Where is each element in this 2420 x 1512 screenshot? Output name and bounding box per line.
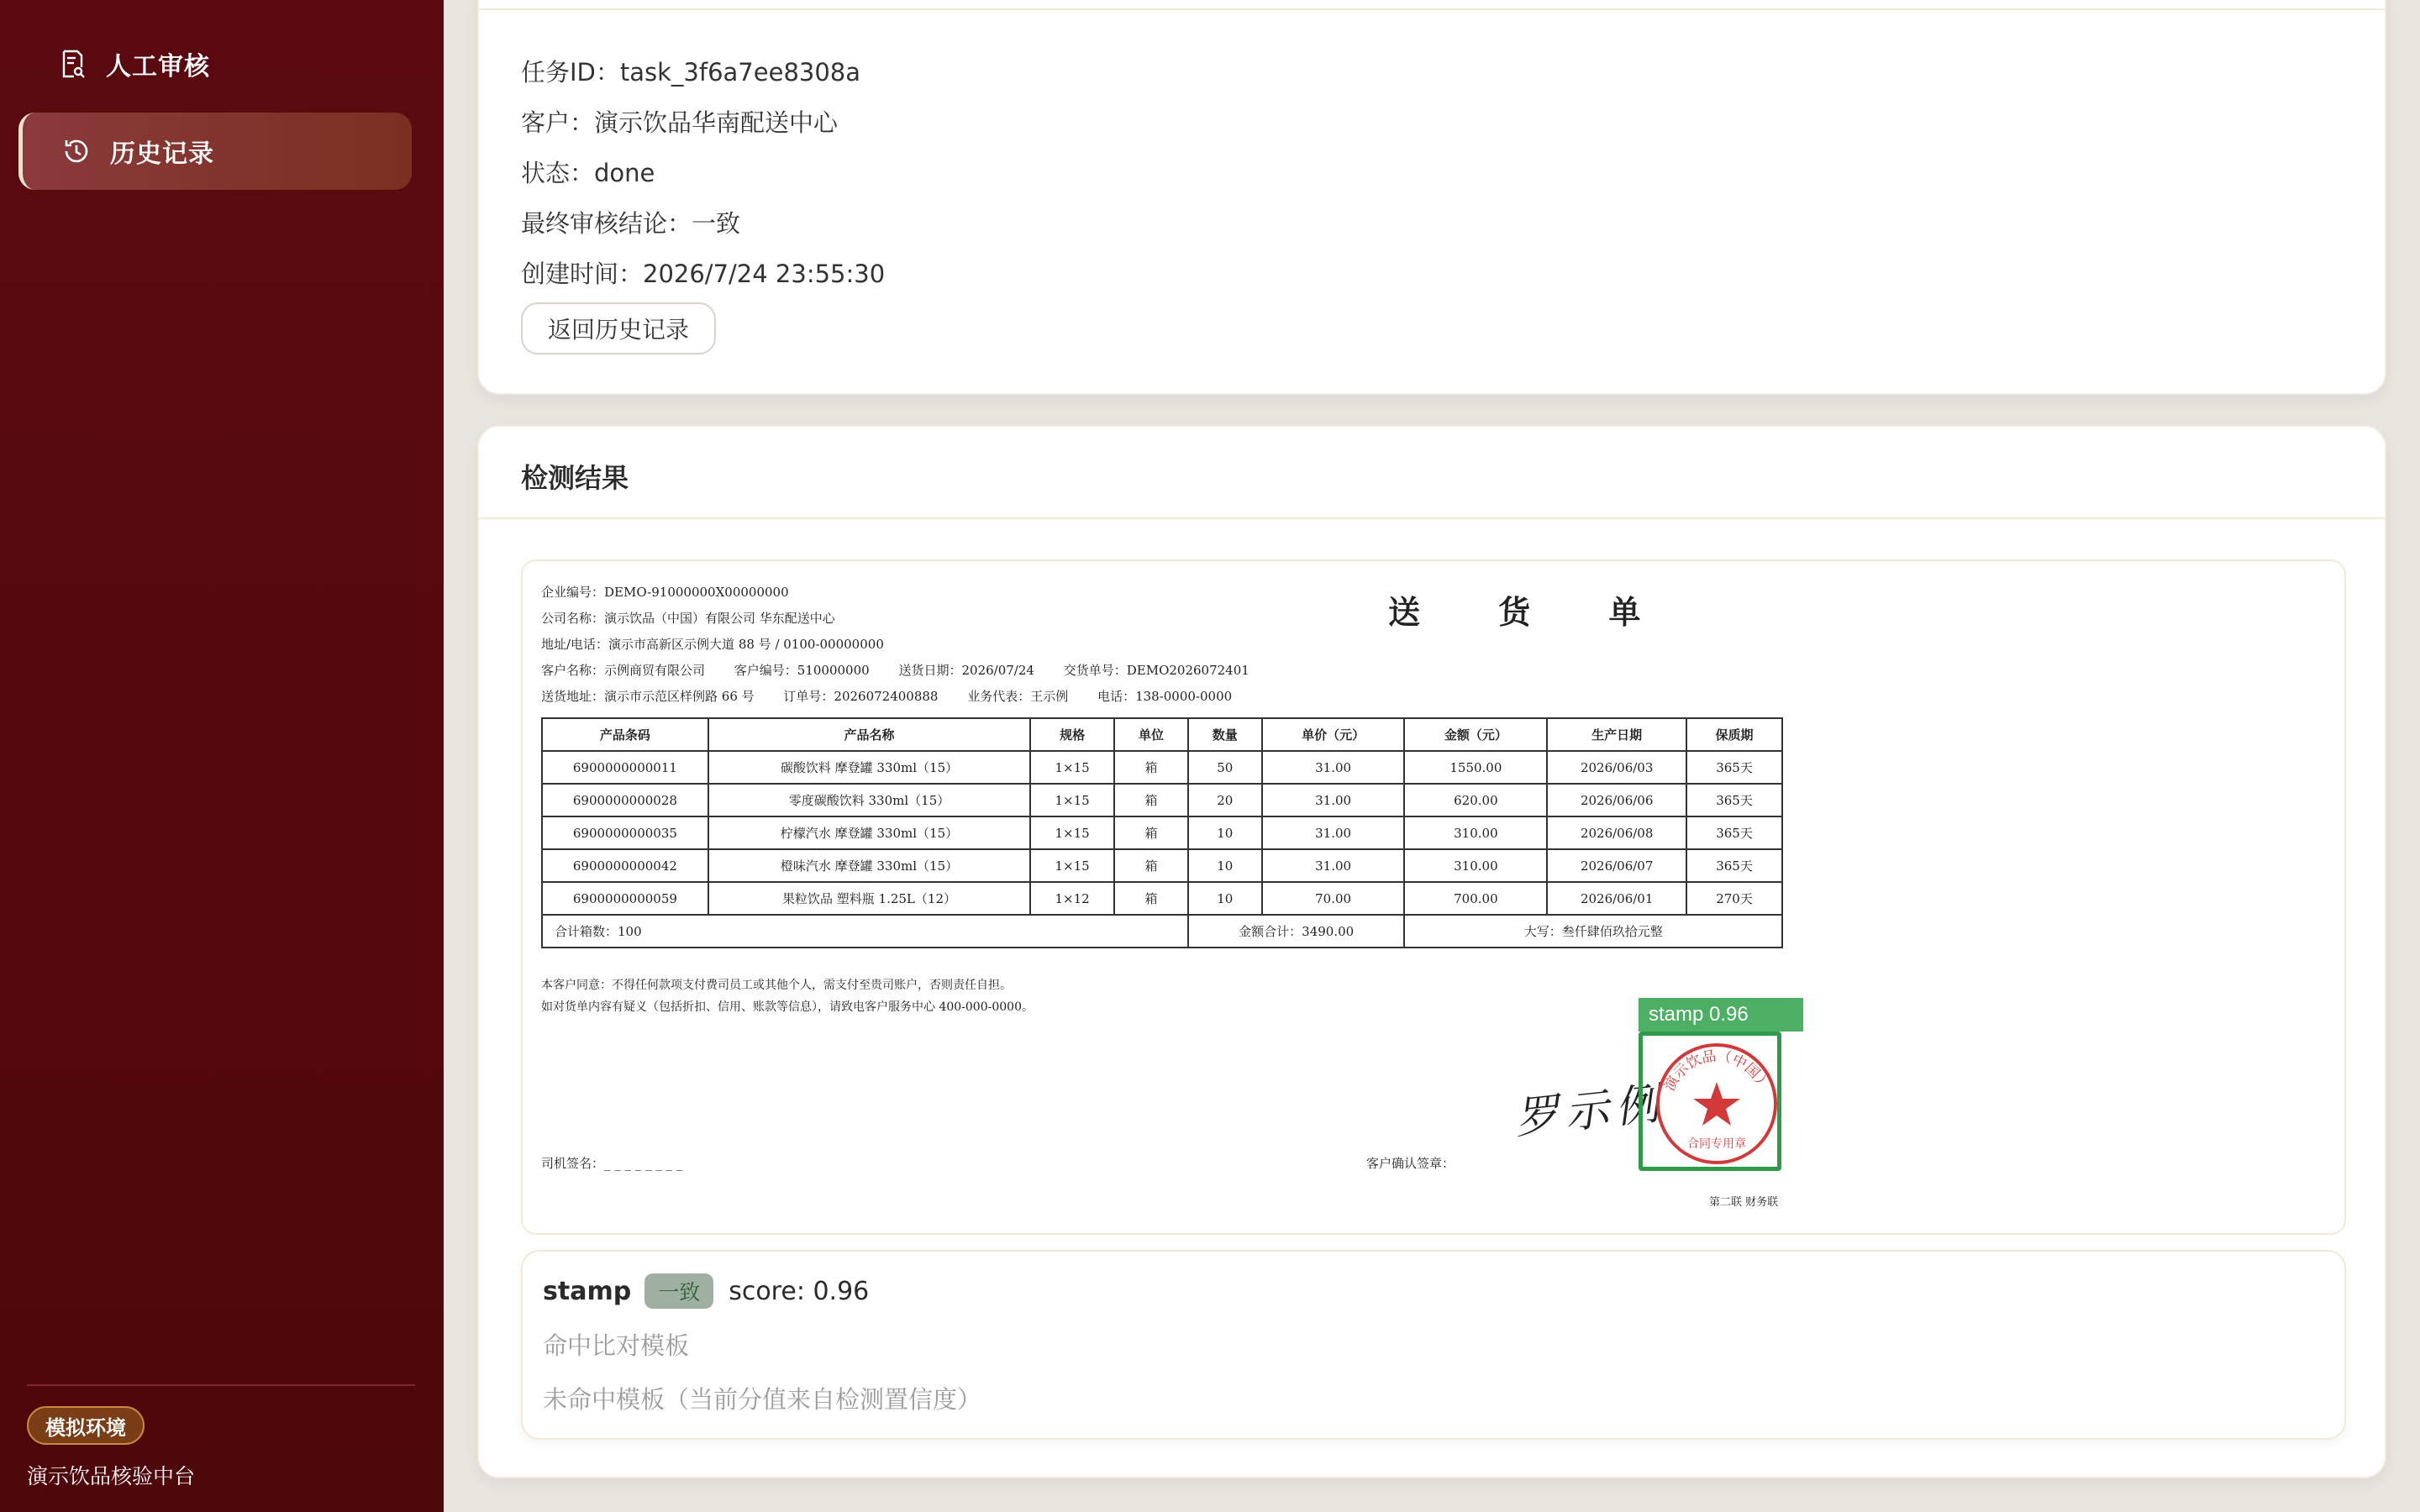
table-cell: 箱: [1114, 816, 1188, 849]
doc-rep: 业务代表：王示例: [967, 689, 1069, 704]
doc-customer-no: 客户编号：510000000: [734, 663, 870, 678]
column-header: 产品条码: [542, 718, 708, 751]
card-divider: [479, 517, 2385, 519]
table-cell: 箱: [1114, 751, 1188, 784]
table-cell: 20: [1188, 784, 1262, 816]
table-cell: 2026/06/03: [1547, 751, 1686, 784]
table-row: [542, 784, 1782, 816]
total-boxes: 合计箱数：100: [542, 915, 1188, 948]
sidebar-item-history[interactable]: [18, 113, 412, 190]
svg-text:演示饮品（中国）: 演示饮品（中国）: [1661, 1047, 1772, 1095]
table-cell: 6900000000035: [542, 816, 708, 849]
table-cell: 1×15: [1030, 784, 1114, 816]
column-header: 规格: [1030, 718, 1114, 751]
sidebar-item-manual-review[interactable]: [18, 25, 412, 102]
task-customer: 客户：演示饮品华南配送中心: [521, 108, 839, 137]
table-cell: 果粒饮品 塑料瓶 1.25L（12）: [708, 882, 1030, 915]
match-status-badge: 一致: [644, 1273, 713, 1309]
detection-bounding-box: [1639, 1032, 1781, 1171]
table-cell: 270天: [1686, 882, 1782, 915]
sidebar-item-label: 历史记录: [110, 139, 214, 169]
template-match-text: 命中比对模板: [543, 1331, 690, 1360]
doc-delivery-date: 送货日期：2026/07/24: [898, 663, 1034, 678]
table-cell: 1550.00: [1404, 751, 1547, 784]
table-cell: 碳酸饮料 摩登罐 330ml（15）: [708, 751, 1030, 784]
goods-table: [541, 717, 1783, 948]
delivery-note: [523, 561, 2346, 1235]
detection-label: stamp 0.96: [1639, 998, 1803, 1032]
doc-title: 送 货 单: [1388, 593, 1675, 631]
column-header: 单价（元）: [1262, 718, 1405, 751]
table-cell: 365天: [1686, 751, 1782, 784]
table-cell: 6900000000042: [542, 849, 708, 882]
customer-signature-label: 客户确认签章：: [1366, 1156, 1455, 1171]
doc-company-name: 公司名称：演示饮品（中国）有限公司 华东配送中心: [541, 611, 835, 626]
table-cell: 620.00: [1404, 784, 1547, 816]
table-cell: 310.00: [1404, 816, 1547, 849]
task-conclusion: 最终审核结论：一致: [521, 209, 741, 238]
doc-customer-line: [541, 661, 1275, 679]
table-cell: 2026/06/01: [1547, 882, 1686, 915]
table-cell: 2026/06/07: [1547, 849, 1686, 882]
doc-ship-address: 送货地址：演示市示范区样例路 66 号: [541, 689, 755, 704]
table-cell: 箱: [1114, 849, 1188, 882]
table-cell: 2026/06/06: [1547, 784, 1686, 816]
doc-note-2: 如对货单内容有疑义（包括折扣、信用、账款等信息），请致电客户服务中心 400-000-0000。: [541, 1000, 1034, 1014]
table-cell: 365天: [1686, 849, 1782, 882]
table-cell: 31.00: [1262, 751, 1405, 784]
table-cell: 橙味汽水 摩登罐 330ml（15）: [708, 849, 1030, 882]
table-cell: 2026/06/08: [1547, 816, 1686, 849]
table-cell: 31.00: [1262, 816, 1405, 849]
sidebar-divider: [27, 1384, 415, 1386]
column-header: 生产日期: [1547, 718, 1686, 751]
doc-delivery-no: 交货单号：DEMO2026072401: [1063, 663, 1249, 678]
sidebar: [0, 0, 444, 1512]
table-cell: 1×15: [1030, 816, 1114, 849]
total-upper: 大写：叁仟肆佰玖拾元整: [1404, 915, 1782, 948]
table-row: [542, 751, 1782, 784]
template-miss-text: 未命中模板（当前分值来自检测置信度）: [543, 1385, 982, 1414]
detection-result-card: [477, 425, 2386, 1478]
svg-text:合同专用章: 合同专用章: [1687, 1137, 1746, 1151]
column-header: 保质期: [1686, 718, 1782, 751]
task-id: 任务ID：task_3f6a7ee8308a: [521, 58, 861, 87]
table-cell: 31.00: [1262, 784, 1405, 816]
table-cell: 10: [1188, 816, 1262, 849]
table-cell: 柠檬汽水 摩登罐 330ml（15）: [708, 816, 1030, 849]
column-header: 金额（元）: [1404, 718, 1547, 751]
platform-name: 演示饮品核验中台: [27, 1464, 196, 1488]
total-amount: 金额合计：3490.00: [1188, 915, 1405, 948]
driver-signature: 司机签名：_ _ _ _ _ _ _ _: [541, 1156, 683, 1171]
doc-phone: 电话：138-0000-0000: [1097, 689, 1233, 704]
doc-order-no: 订单号：2026072400888: [783, 689, 939, 704]
table-cell: 箱: [1114, 882, 1188, 915]
review-doc-icon: [55, 47, 89, 81]
column-header: 产品名称: [708, 718, 1030, 751]
table-cell: 1×15: [1030, 849, 1114, 882]
table-cell: 50: [1188, 751, 1262, 784]
history-clock-icon: [60, 134, 93, 168]
table-cell: 1×12: [1030, 882, 1114, 915]
column-header: 数量: [1188, 718, 1262, 751]
table-cell: 10: [1188, 849, 1262, 882]
table-header-row: [542, 718, 1782, 751]
handwritten-signature: 罗示例: [1512, 1078, 1669, 1145]
card-divider: [479, 8, 2385, 10]
doc-address: 地址/电话：演示市高新区示例大道 88 号 / 0100-00000000: [541, 637, 884, 652]
doc-customer-name: 客户名称：示例商贸有限公司: [541, 663, 706, 678]
detection-item-header: [543, 1273, 869, 1309]
table-cell: 1×15: [1030, 751, 1114, 784]
task-info-card: [477, 0, 2386, 395]
table-cell: 零度碳酸饮料 330ml（15）: [708, 784, 1030, 816]
env-badge: 模拟环境: [27, 1406, 145, 1445]
doc-company-no: 企业编号：DEMO-91000000X00000000: [541, 585, 789, 600]
table-cell: 6900000000059: [542, 882, 708, 915]
detection-item[interactable]: [521, 1250, 2346, 1440]
table-row: [542, 849, 1782, 882]
copy-note: 第二联 财务联: [1709, 1196, 1779, 1209]
table-cell: 310.00: [1404, 849, 1547, 882]
column-header: 单位: [1114, 718, 1188, 751]
table-cell: 6900000000028: [542, 784, 708, 816]
table-cell: 31.00: [1262, 849, 1405, 882]
table-cell: 700.00: [1404, 882, 1547, 915]
doc-note-1: 本客户同意：不得任何款项支付费司员工或其他个人，需支付至贵司账户，否则责任自担。: [541, 979, 1012, 992]
table-total-row: [542, 915, 1782, 948]
detection-score: score: 0.96: [729, 1276, 870, 1306]
table-cell: 365天: [1686, 816, 1782, 849]
table-cell: 365天: [1686, 784, 1782, 816]
doc-ship-line: [541, 687, 1257, 705]
task-status: 状态：done: [521, 159, 655, 187]
sidebar-item-label: 人工审核: [106, 52, 210, 81]
document-preview: [521, 559, 2346, 1235]
detection-class-name: stamp: [543, 1276, 632, 1306]
back-to-history-button[interactable]: 返回历史记录: [521, 302, 716, 354]
table-cell: 10: [1188, 882, 1262, 915]
result-title: 检测结果: [521, 462, 629, 494]
table-row: [542, 816, 1782, 849]
task-created-time: 创建时间：2026/7/24 23:55:30: [521, 260, 886, 288]
table-cell: 70.00: [1262, 882, 1405, 915]
table-cell: 6900000000011: [542, 751, 708, 784]
table-row: [542, 882, 1782, 915]
table-cell: 箱: [1114, 784, 1188, 816]
